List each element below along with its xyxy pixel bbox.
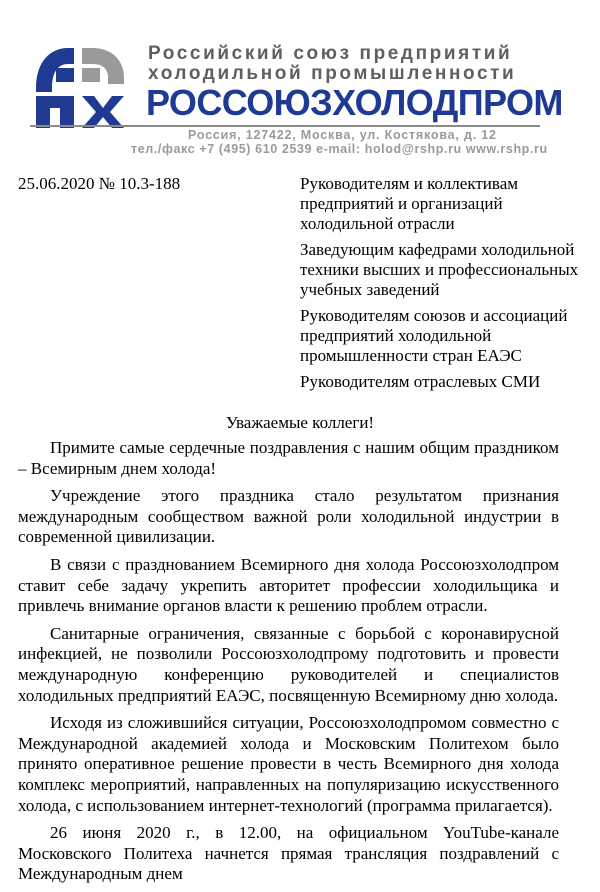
addressee-item: Заведующим кафедрами холодильной техники высших и профессиональных учебных заведений xyxy=(300,240,579,299)
addressee-item: Руководителям отраслевых СМИ xyxy=(300,372,541,391)
org-name-line-1: Российский союз предприятий xyxy=(148,43,513,64)
salutation: Уважаемые коллеги! xyxy=(225,413,375,432)
body-paragraph: Примите самые сердечные поздравления с нашим общим праздником – Всемирным днем холода! xyxy=(18,438,559,478)
body-paragraph: Исходя из сложившийся ситуации, Россоюзхолодпромом совместно с Международной академией холода и Московским Политехом было принято оперативное решение провести в честь Всемирного дня холода комплекс мероприятий, направленных на популяризацию искусственного холода, с использованием интернет-технологий (программа прилагается). xyxy=(18,713,559,815)
letter-reference: 25.06.2020 № 10.3-188 xyxy=(18,174,181,193)
body-paragraph: 26 июня 2020 г., в 12.00, на официальном YouTube-канале Московского Политеха начнется прямая трансляция поздравлений с Международным днем xyxy=(18,823,559,884)
body-paragraph: В связи с празднованием Всемирного дня холода Россоюзхолодпром ставит себе задачу укрепить авторитет профессии холодильщика и привлечь внимание органов власти к решению проблем отрасли. xyxy=(18,554,559,616)
rsx-monogram-logo xyxy=(30,40,128,130)
org-contacts: тел./факс +7 (495) 610 2539 e-mail: holod@rshp.ru www.rshp.ru xyxy=(131,142,548,156)
letterhead xyxy=(0,0,600,160)
body-paragraph: Санитарные ограничения, связанные с борьбой с коронавирусной инфекцией, не позволили Россоюзхолодпрому подготовить и провести международную конференцию руководителей и специалистов холодильных предприятий ЕАЭС, посвященную Всемирному дню холода. xyxy=(18,623,559,705)
addressee-item: Руководителям и коллективам предприятий и организаций холодильной отрасли xyxy=(300,174,519,233)
brand-name: РОССОЮЗХОЛОДПРОМ xyxy=(146,82,563,123)
letterhead-divider xyxy=(30,125,540,127)
addressee-block xyxy=(300,174,590,398)
org-address: Россия, 127422, Москва, ул. Костякова, д. 12 xyxy=(188,128,497,142)
org-name-line-2: холодильной промышленности xyxy=(148,63,517,84)
body-paragraph: Учреждение этого праздника стало результатом признания международным сообществом важной роли холодильной индустрии в современной цивилизации. xyxy=(18,486,559,547)
letter-body xyxy=(18,438,559,892)
addressee-item: Руководителям союзов и ассоциаций предприятий холодильной промышленности стран ЕАЭС xyxy=(300,306,568,365)
